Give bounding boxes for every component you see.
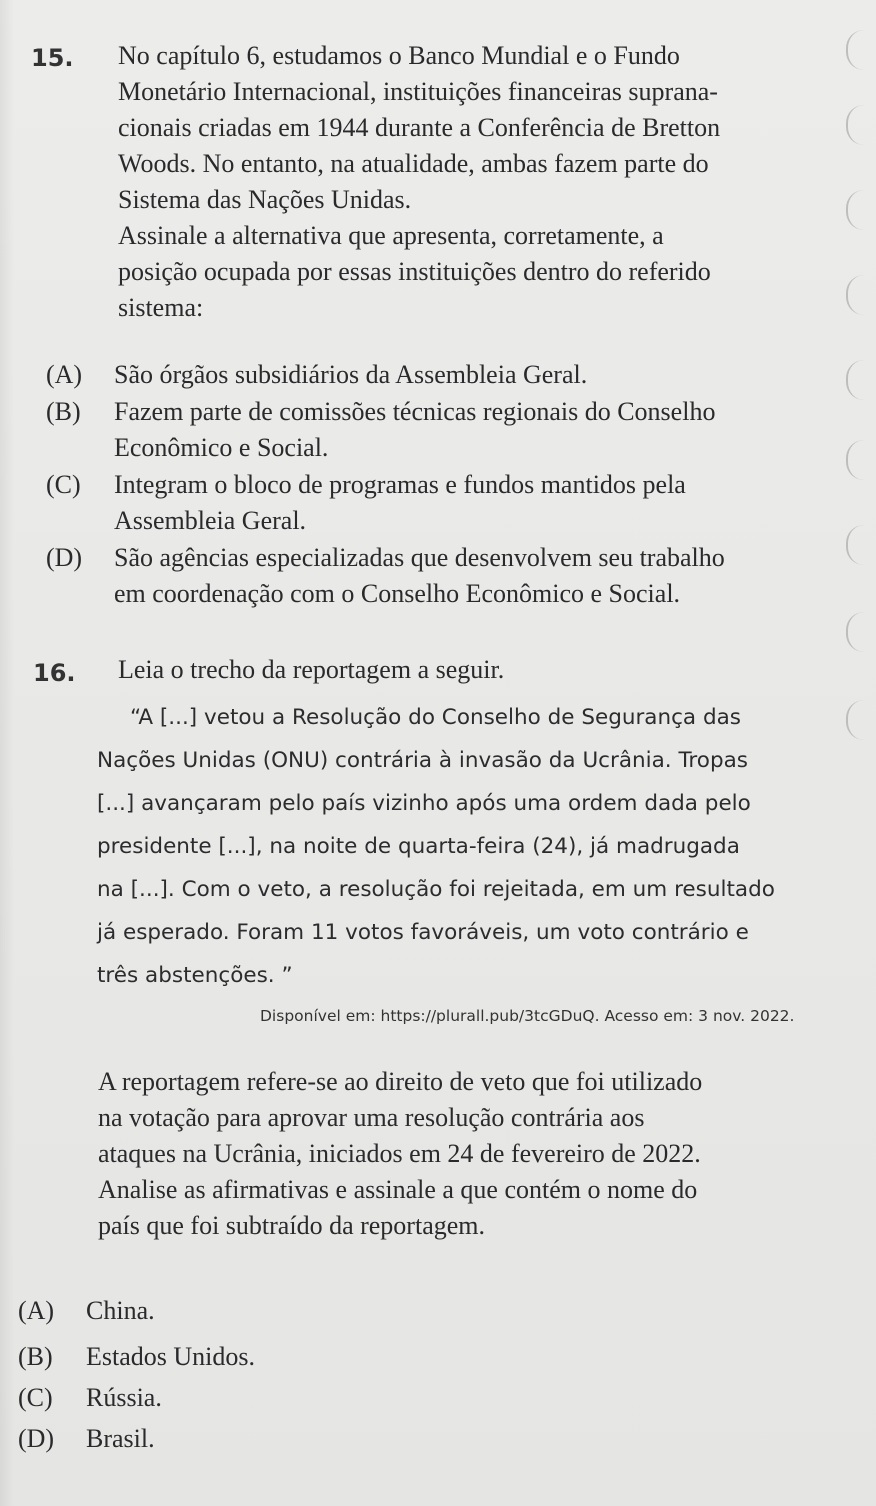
binder-ring-mark — [846, 275, 876, 315]
binder-ring-mark — [846, 440, 876, 480]
option-text: China. — [86, 1296, 155, 1325]
binder-ring-mark — [846, 105, 876, 145]
question-15-option-c[interactable] — [46, 467, 686, 539]
option-text: Fazem parte de comissões técnicas regionais do Conselho — [114, 397, 716, 426]
stem-line: sistema: — [118, 293, 204, 322]
option-text: Assembleia Geral. — [114, 506, 307, 535]
option-text: São agências especializadas que desenvolvem seu trabalho — [114, 543, 725, 572]
option-text: Econômico e Social. — [114, 433, 329, 462]
question-15-option-d[interactable] — [46, 540, 725, 612]
option-letter: (B) — [46, 397, 81, 426]
question-15-number: 15. — [31, 44, 74, 72]
quote-line: presidente [...], na noite de quarta-feira (24), já madrugada — [97, 834, 740, 859]
stem-line: na votação para aprovar uma resolução contrária aos — [98, 1103, 645, 1132]
quote-line: na [...]. Com o veto, a resolução foi rejeitada, em um resultado — [97, 877, 775, 902]
binder-ring-mark — [846, 700, 876, 740]
question-15-stem — [118, 38, 808, 326]
option-letter: (C) — [46, 470, 81, 499]
stem-line: Monetário Internacional, instituições financeiras suprana- — [118, 77, 718, 106]
option-letter: (B) — [18, 1342, 53, 1371]
question-16-option-c[interactable] — [18, 1380, 162, 1416]
question-16-intro: Leia o trecho da reportagem a seguir. — [118, 655, 505, 684]
stem-line: país que foi subtraído da reportagem. — [98, 1211, 485, 1240]
stem-line: Analise as afirmativas e assinale a que contém o nome do — [98, 1175, 698, 1204]
option-letter: (C) — [18, 1383, 53, 1412]
question-15-option-b[interactable] — [46, 394, 716, 466]
option-letter: (A) — [18, 1296, 55, 1325]
option-text: Estados Unidos. — [86, 1342, 255, 1371]
option-text: São órgãos subsidiários da Assembleia Geral. — [114, 360, 588, 389]
stem-line: cionais criadas em 1944 durante a Conferência de Bretton — [118, 113, 721, 142]
quote-line: Nações Unidas (ONU) contrária à invasão da Ucrânia. Tropas — [97, 748, 748, 773]
binder-ring-mark — [846, 360, 876, 400]
quote-line: “A [...] vetou a Resolução do Conselho de Segurança das — [130, 705, 741, 730]
option-letter: (D) — [18, 1424, 55, 1453]
option-text: em coordenação com o Conselho Econômico e Social. — [114, 579, 681, 608]
question-16-stem — [98, 1064, 826, 1244]
quote-source-citation: Disponível em: https://plurall.pub/3tcGDuQ. Acesso em: 3 nov. 2022. — [260, 1007, 795, 1025]
stem-line: Assinale a alternativa que apresenta, corretamente, a — [118, 221, 664, 250]
stem-line: Sistema das Nações Unidas. — [118, 185, 412, 214]
option-text: Brasil. — [86, 1424, 155, 1453]
question-16-option-b[interactable] — [18, 1339, 255, 1375]
stem-line: Woods. No entanto, na atualidade, ambas fazem parte do — [118, 149, 709, 178]
quote-line: três abstenções. ” — [97, 963, 293, 988]
stem-line: posição ocupada por essas instituições dentro do referido — [118, 257, 711, 286]
quote-line: [...] avançaram pelo país vizinho após uma ordem dada pelo — [97, 791, 751, 816]
binder-ring-mark — [846, 525, 876, 565]
option-letter: (A) — [46, 360, 83, 389]
question-16-option-a[interactable] — [18, 1293, 155, 1329]
binder-ring-mark — [846, 30, 876, 70]
stem-line: A reportagem refere-se ao direito de veto que foi utilizado — [98, 1067, 703, 1096]
binder-ring-mark — [846, 190, 876, 230]
option-text: Rússia. — [86, 1383, 162, 1412]
news-excerpt-quote — [97, 696, 827, 997]
stem-line: No capítulo 6, estudamos o Banco Mundial e o Fundo — [118, 41, 680, 70]
quote-line: já esperado. Foram 11 votos favoráveis, um voto contrário e — [97, 920, 749, 945]
binder-ring-mark — [846, 612, 876, 652]
question-16-option-d[interactable] — [18, 1421, 155, 1457]
question-16-number: 16. — [33, 659, 76, 687]
question-15-option-a[interactable] — [46, 357, 588, 393]
option-letter: (D) — [46, 543, 83, 572]
option-text: Integram o bloco de programas e fundos mantidos pela — [114, 470, 686, 499]
stem-line: ataques na Ucrânia, iniciados em 24 de fevereiro de 2022. — [98, 1139, 701, 1168]
